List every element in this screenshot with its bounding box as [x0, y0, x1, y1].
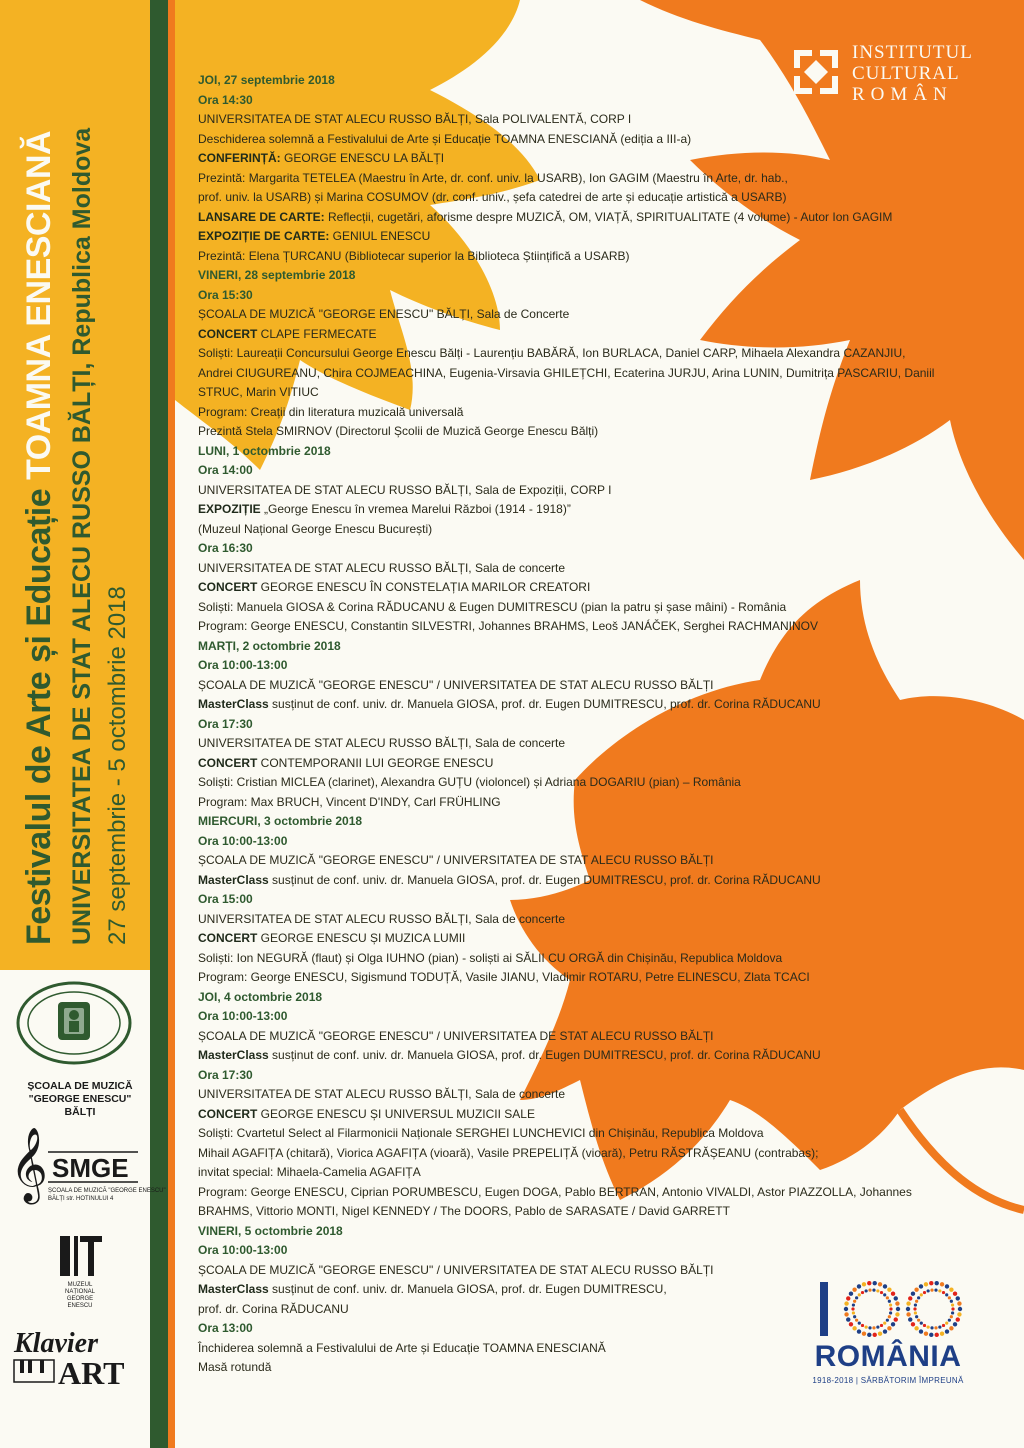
program-event-keyword: CONFERINȚĂ: [198, 151, 281, 165]
romania-dot [949, 1326, 953, 1330]
program-text-line: ȘCOALA DE MUZICĂ "GEORGE ENESCU" / UNIVERSITATEA DE STAT ALECU RUSSO BĂLȚI [198, 1028, 714, 1043]
program-time: Ora 14:00 [198, 463, 253, 477]
romania-dot [855, 1296, 858, 1299]
romania-dot [914, 1303, 917, 1306]
program-day-heading: VINERI, 5 octombrie 2018 [198, 1223, 343, 1238]
romania-dot [844, 1312, 848, 1316]
program-text-line: Andrei CIUGUREANU, Chira COJMEACHINA, Eugenia-Virsavia GHILEȚCHI, Ecaterina JURJU, Arina LUNIN, Dumitrița PASCARIU, Daniil [198, 365, 935, 380]
program-event-keyword: CONCERT [198, 755, 258, 770]
romania-dot [945, 1329, 949, 1333]
romania-dot [891, 1292, 895, 1296]
romania-dot [923, 1291, 926, 1294]
romania-dot [873, 1281, 877, 1285]
muzeu-line-2: NAȚIONAL [64, 1289, 96, 1295]
program-day-heading: MARȚI, 2 octombrie 2018 [198, 638, 341, 653]
romania-dot [862, 1282, 866, 1286]
romania-dot [887, 1326, 891, 1330]
program-event-keyword: MasterClass [198, 872, 269, 887]
romania-dot [889, 1311, 892, 1314]
romania-dot [913, 1307, 916, 1310]
program-day-heading: MIERCURI, 3 octombrie 2018 [198, 814, 363, 828]
muzeu-line-1: MUZEUL [67, 1282, 93, 1288]
program-text-line: ȘCOALA DE MUZICĂ "GEORGE ENESCU" / UNIVERSITATEA DE STAT ALECU RUSSO BĂLȚI [198, 853, 714, 867]
festival-program [198, 71, 998, 1378]
program-text-line: ȘCOALA DE MUZICĂ "GEORGE ENESCU" / UNIVERSITATEA DE STAT ALECU RUSSO BĂLȚI [198, 1262, 714, 1277]
program-event-text: susținut de conf. univ. dr. Manuela GIOSA, prof. dr. Eugen DUMITRESCU, prof. dr. Corina RĂDUCANU [268, 872, 821, 887]
program-event-line [198, 208, 998, 228]
romania-dot [844, 1301, 848, 1305]
program-text-line: Închiderea solemnă a Festivalului de Arte și Educație TOAMNA ENESCIANĂ [198, 1340, 606, 1355]
romania-dot [953, 1322, 957, 1326]
program-event-keyword: CONCERT [198, 580, 258, 594]
program-time: Ora 14:30 [198, 92, 253, 107]
program-event-line [198, 500, 998, 520]
romania-dot [919, 1329, 923, 1333]
romania-dot [927, 1289, 930, 1292]
romania-dot [867, 1333, 871, 1337]
romania-dot [888, 1315, 891, 1318]
romania-dot [852, 1287, 856, 1291]
program-event-text: CONTEMPORANII LUI GEORGE ENESCU [257, 755, 494, 770]
romania-dot [858, 1293, 861, 1296]
romania-dot [872, 1326, 875, 1329]
romania-dot [895, 1312, 899, 1316]
program-text-line: STRUC, Marin VITIUC [198, 385, 319, 399]
program-text-line: Masă rotundă [198, 1360, 272, 1374]
smge-caption-2: BĂLȚI str. HOTINULUI 4 [48, 1196, 114, 1202]
romania-dot [886, 1296, 889, 1299]
romania-dot [868, 1326, 871, 1329]
program-time: Ora 15:00 [198, 892, 253, 906]
program-text-line: prof. univ. la USARB) și Marina COSUMOV (dr. conf. univ., șefa catedrei de arte și educație artistică a USARB) [198, 190, 787, 204]
romania-dot [951, 1303, 954, 1306]
program-day-heading: JOI, 27 septembrie 2018 [198, 73, 335, 87]
romania-dot [891, 1322, 895, 1326]
romania-dot [908, 1296, 912, 1300]
program-event-text: GEORGE ENESCU LA BĂLȚI [280, 151, 445, 165]
program-event-keyword: EXPOZIȚIE [198, 502, 261, 516]
romania-dot [878, 1282, 882, 1286]
program-time: Ora 10:00-13:00 [198, 833, 288, 848]
program-event-text: CLAPE FERMECATE [257, 326, 377, 341]
program-event-line [198, 227, 998, 247]
festival-title-highlight: TOAMNA ENESCIANĂ [20, 130, 58, 480]
dot-ring-right [906, 1281, 962, 1337]
romania-dot [924, 1332, 928, 1336]
romania-dot [957, 1312, 961, 1316]
romania-dot [930, 1289, 933, 1292]
program-day-heading: LUNI, 1 octombrie 2018 [198, 443, 331, 458]
program-event-keyword: EXPOZIȚIE DE CARTE: [198, 229, 330, 243]
program-time: Ora 15:30 [198, 287, 253, 302]
romania-dot [880, 1291, 883, 1294]
program-event-text: GENIUL ENESCU [329, 229, 431, 243]
romania-dot [857, 1284, 861, 1288]
program-text-line: Deschiderea solemnă a Festivalului de Arte și Educație TOAMNA ENESCIANĂ (ediția a III-a) [198, 131, 692, 146]
program-text-line: prof. dr. Corina RĂDUCANU [198, 1301, 349, 1316]
program-text-line: Soliști: Ion NEGURĂ (flaut) și Olga IUHNO (pian) - soliști ai SĂLII CU ORGĂ din Chișinău, Republica Moldova [198, 950, 783, 965]
romania-dot [883, 1322, 886, 1325]
romania-dot [934, 1326, 937, 1329]
romania-dot [880, 1324, 883, 1327]
romania-dot [878, 1332, 882, 1336]
romania-dot [915, 1315, 918, 1318]
romania-number: 100 [887, 1338, 889, 1339]
smge-mark: SMGE [52, 1153, 129, 1183]
romania-dot [883, 1293, 886, 1296]
romania-dot [945, 1322, 948, 1325]
romania-dot [849, 1322, 853, 1326]
romania-dot [911, 1322, 915, 1326]
romania-dot [883, 1284, 887, 1288]
smge-caption-1: ȘCOALA DE MUZICĂ "GEORGE ENESCU" [48, 1188, 166, 1194]
program-event-line [198, 149, 998, 169]
green-side-band [150, 0, 168, 1448]
romania-dot [924, 1282, 928, 1286]
program-text-line: Soliști: Cristian MICLEA (clarinet), Alexandra GUȚU (violoncel) și Adriana DOGARIU (pian) – România [198, 775, 741, 789]
program-event-keyword: LANSARE DE CARTE: [198, 209, 325, 224]
romania-dot [894, 1317, 898, 1321]
romania-dot [872, 1289, 875, 1292]
romania-dot [887, 1287, 891, 1291]
romania-dot [950, 1300, 953, 1303]
romania-dot [849, 1292, 853, 1296]
romania-100-dots-icon [806, 1278, 970, 1340]
romania-dot [956, 1296, 960, 1300]
romania-dot [935, 1333, 939, 1337]
romania-dot [858, 1322, 861, 1325]
program-event-text: GEORGE ENESCU ȘI UNIVERSUL MUZICII SALE [257, 1106, 535, 1121]
festival-title [20, 131, 59, 945]
romania-dot [844, 1307, 848, 1311]
program-event-line [198, 695, 998, 715]
program-text-line: ȘCOALA DE MUZICĂ "GEORGE ENESCU" BĂLȚI, Sala de Concerte [198, 307, 570, 321]
program-time: Ora 17:30 [198, 716, 253, 731]
romania-dot [862, 1332, 866, 1336]
romania-dot [948, 1319, 951, 1322]
program-event-text: Reflecții, cugetări, aforisme despre MUZICĂ, OM, VIAȚĂ, SPIRITUALITATE (4 volume) - Autor Ion GAGIM [324, 209, 893, 224]
romania-dot [923, 1324, 926, 1327]
program-event-keyword: CONCERT [198, 1106, 258, 1121]
klavier-line-2: ART [58, 1355, 125, 1391]
romania-dot [857, 1329, 861, 1333]
icr-line-3: ROMÂN [852, 84, 953, 105]
program-text-line: UNIVERSITATEA DE STAT ALECU RUSSO BĂLȚI, Sala de concerte [198, 911, 566, 926]
program-day-heading: VINERI, 28 septembrie 2018 [198, 268, 356, 282]
program-time: Ora 10:00-13:00 [198, 658, 288, 672]
program-event-keyword: CONCERT [198, 326, 258, 341]
program-event-line [198, 929, 998, 949]
program-event-line [198, 1046, 998, 1066]
icr-line-2: CULTURAL [852, 63, 960, 84]
romania-dot [873, 1333, 877, 1337]
romania-dot [927, 1325, 930, 1328]
romania-dot [865, 1325, 868, 1328]
muzeu-line-3: GEORGE [66, 1296, 94, 1302]
smge-logo [10, 1124, 166, 1210]
program-event-text: susținut de conf. univ. dr. Manuela GIOSA, prof. dr. Eugen DUMITRESCU, prof. dr. Corina RĂDUCANU [268, 697, 821, 711]
orange-side-band [168, 0, 175, 1448]
romania-dot [855, 1319, 858, 1322]
program-text-line: Program: George ENESCU, Sigismund TODUȚĂ, Vasile JIANU, Vladimir ROTARU, Petre ELINESCU, Zlata TCACI [198, 970, 810, 984]
romania-dot [934, 1289, 937, 1292]
romania-dot [920, 1293, 923, 1296]
program-text-line: UNIVERSITATEA DE STAT ALECU RUSSO BĂLȚI, Sala de Expoziții, CORP I [198, 482, 612, 497]
program-text-line: UNIVERSITATEA DE STAT ALECU RUSSO BĂLȚI, Sala de concerte [198, 560, 566, 575]
program-event-keyword: CONCERT [198, 931, 258, 945]
romania-dot [930, 1326, 933, 1329]
romania-dot [896, 1307, 900, 1311]
romania-dot [886, 1319, 889, 1322]
romania-dot [938, 1325, 941, 1328]
romania-dot [951, 1311, 954, 1314]
program-text-line: UNIVERSITATEA DE STAT ALECU RUSSO BĂLȚI, Sala de concerte [198, 736, 566, 750]
romania-dot [861, 1291, 864, 1294]
romania-dot [846, 1317, 850, 1321]
romania-dot [917, 1296, 920, 1299]
smge-title-line-2: "GEORGE ENESCU" [28, 1093, 132, 1105]
romania-dot [938, 1289, 941, 1292]
program-event-text: susținut de conf. univ. dr. Manuela GIOSA, prof. dr. Eugen DUMITRESCU, [268, 1282, 667, 1296]
romania-dot [919, 1284, 923, 1288]
program-event-line [198, 1105, 998, 1125]
romania-dot [929, 1281, 933, 1285]
romania-dot [948, 1296, 951, 1299]
romania-dot [914, 1326, 918, 1330]
usarb-seal-icon [14, 980, 134, 1066]
romania-dot [950, 1315, 953, 1318]
festival-dates: 27 septembrie - 5 octombrie 2018 [104, 586, 131, 945]
romania-dot [895, 1301, 899, 1305]
program-text-line: BRAHMS, Vittorio MONTI, Nigel KENNEDY / The DOORS, Pablo de SARASATE / David GARRETT [198, 1204, 730, 1218]
romania-dot [945, 1284, 949, 1288]
program-day-heading: JOI, 4 octombrie 2018 [198, 989, 323, 1004]
romania-dot [957, 1301, 961, 1305]
dot-ring-left [844, 1281, 900, 1337]
program-event-text: GEORGE ENESCU ÎN CONSTELAȚIA MARILOR CREATORI [257, 580, 591, 594]
program-event-text: „George Enescu în vremea Marelui Război (1914 - 1918)” [260, 502, 571, 516]
piano-keys-icon [14, 1360, 54, 1382]
program-text-line: UNIVERSITATEA DE STAT ALECU RUSSO BĂLȚI, Sala POLIVALENTĂ, CORP I [198, 112, 632, 126]
romania-100-logo [798, 1278, 978, 1408]
romania-dot [942, 1291, 945, 1294]
romania-dot [953, 1292, 957, 1296]
romania-dot [914, 1311, 917, 1314]
romania-dot [888, 1300, 891, 1303]
program-event-text: susținut de conf. univ. dr. Manuela GIOSA, prof. dr. Eugen DUMITRESCU, prof. dr. Corina RĂDUCANU [268, 1048, 821, 1062]
romania-dot [940, 1332, 944, 1336]
romania-dot [914, 1287, 918, 1291]
romania-dot [852, 1303, 855, 1306]
klavier-line-1: Klavier [14, 1328, 98, 1359]
icr-line-1: INSTITUTUL [852, 42, 973, 63]
romania-dot [852, 1311, 855, 1314]
smge-title-line-1: ȘCOALA DE MUZICĂ [27, 1080, 133, 1092]
program-text-line: Soliști: Laureații Concursului George Enescu Bălți - Laurențiu BABĂRĂ, Ion BURLACA, Daniel CARP, Mihaela Alexandra CAZANJIU, [198, 346, 906, 360]
romania-dot [889, 1303, 892, 1306]
romania-dot [846, 1296, 850, 1300]
program-text-line: Prezintă: Elena ȚURCANU (Bibliotecar superior la Biblioteca Științifică a USARB) [198, 248, 630, 263]
romania-dot [940, 1282, 944, 1286]
romania-dot [906, 1312, 910, 1316]
romania-dot [906, 1301, 910, 1305]
program-event-line [198, 871, 998, 891]
romania-dot [894, 1296, 898, 1300]
program-text-line: invitat special: Mihaela-Camelia AGAFIȚA [198, 1165, 421, 1179]
romania-dot [861, 1324, 864, 1327]
program-event-keyword: MasterClass [198, 1282, 269, 1296]
muzeu-line-4: ENESCU [67, 1303, 93, 1309]
romania-dot [951, 1307, 954, 1310]
treble-clef-icon: 𝄞 [10, 1128, 48, 1202]
program-text-line: Mihail AGAFIȚA (chitară), Viorica AGAFIȚA (vioară), Vasile PREPELIȚĂ (vioară), Petru RĂSTRĂȘEANU (contrabas); [198, 1145, 819, 1160]
romania-dot [865, 1289, 868, 1292]
romania-dot [942, 1324, 945, 1327]
program-text-line: Program: Creații din literatura muzicală universală [198, 404, 464, 419]
smge-title-line-3: BĂLȚI [64, 1106, 96, 1118]
romania-dot [929, 1333, 933, 1337]
romania-dot [868, 1289, 871, 1292]
romania-dot [949, 1287, 953, 1291]
program-text-line: (Muzeul Național George Enescu București) [198, 521, 433, 536]
romania-dot [908, 1317, 912, 1321]
program-text-line: Program: George ENESCU, Ciprian PORUMBESCU, Eugen DOGA, Pablo BERTRAN, Antonio VIVALDI, Astor PIAZZOLLA, Johannes [198, 1184, 912, 1199]
romania-dot [915, 1300, 918, 1303]
romania-dot [945, 1293, 948, 1296]
romania-dot [853, 1300, 856, 1303]
program-event-keyword: MasterClass [198, 697, 269, 711]
program-time: Ora 17:30 [198, 1067, 253, 1082]
muzeu-enescu-logo [50, 1232, 110, 1312]
romania-dot [911, 1292, 915, 1296]
romania-dot [852, 1326, 856, 1330]
romania-dot [876, 1325, 879, 1328]
romania-dot [958, 1307, 962, 1311]
program-event-line [198, 578, 998, 598]
program-event-line [198, 754, 998, 774]
program-text-line: Program: George ENESCU, Constantin SILVESTRI, Johannes BRAHMS, Leoš JANÁČEK, Serghei RACHMANINOV [198, 619, 819, 633]
romania-dot [935, 1281, 939, 1285]
program-text-line: Soliști: Cvartetul Select al Filarmonicii Naționale SERGHEI LUNCHEVICI din Chișinău, Republica Moldova [198, 1126, 764, 1140]
romania-dot [906, 1307, 910, 1311]
program-time: Ora 13:00 [198, 1321, 253, 1335]
romania-dot [876, 1289, 879, 1292]
program-text-line: Program: Max BRUCH, Vincent D'INDY, Carl FRÜHLING [198, 794, 501, 809]
program-text-line: Prezintă Stela SMIRNOV (Directorul Școlii de Muzică George Enescu Bălți) [198, 424, 599, 438]
romania-name: ROMÂNIA [814, 1340, 962, 1373]
university-title: UNIVERSITATEA DE STAT ALECU RUSSO BĂLȚI, Republica Moldova [68, 127, 96, 945]
program-text-line: UNIVERSITATEA DE STAT ALECU RUSSO BĂLȚI, Sala de concerte [198, 1087, 566, 1101]
program-text-line: Prezintă: Margarita TETELEA (Maestru în Arte, dr. conf. univ. la USARB), Ion GAGIM (Maestru în Arte, dr. hab., [198, 170, 788, 185]
romania-dot [851, 1307, 854, 1310]
romania-tagline: 1918-2018 | SĂRBĂTORIM ÎMPREUNĂ [812, 1376, 964, 1385]
program-text-line: Soliști: Manuela GIOSA & Corina RĂDUCANU & Eugen DUMITRESCU (pian la patru și șase mâini) - România [198, 599, 787, 614]
program-text-line: ȘCOALA DE MUZICĂ "GEORGE ENESCU" / UNIVERSITATEA DE STAT ALECU RUSSO BĂLȚI [198, 677, 714, 692]
program-event-text: GEORGE ENESCU ȘI MUZICA LUMII [257, 931, 466, 945]
program-event-line [198, 325, 998, 345]
romania-dot [889, 1307, 892, 1310]
klavier-art-logo [10, 1326, 140, 1391]
romania-dot [853, 1315, 856, 1318]
program-time: Ora 10:00-13:00 [198, 1009, 288, 1023]
romania-dot [920, 1322, 923, 1325]
romania-dot [956, 1317, 960, 1321]
program-time: Ora 10:00-13:00 [198, 1243, 288, 1257]
romania-dot [867, 1281, 871, 1285]
smge-school-title [10, 1080, 150, 1119]
festival-title-prefix: Festivalul de Arte și Educație [20, 488, 58, 945]
program-time: Ora 16:30 [198, 541, 253, 555]
program-event-keyword: MasterClass [198, 1048, 269, 1062]
romania-dot [917, 1319, 920, 1322]
romania-dot [883, 1329, 887, 1333]
